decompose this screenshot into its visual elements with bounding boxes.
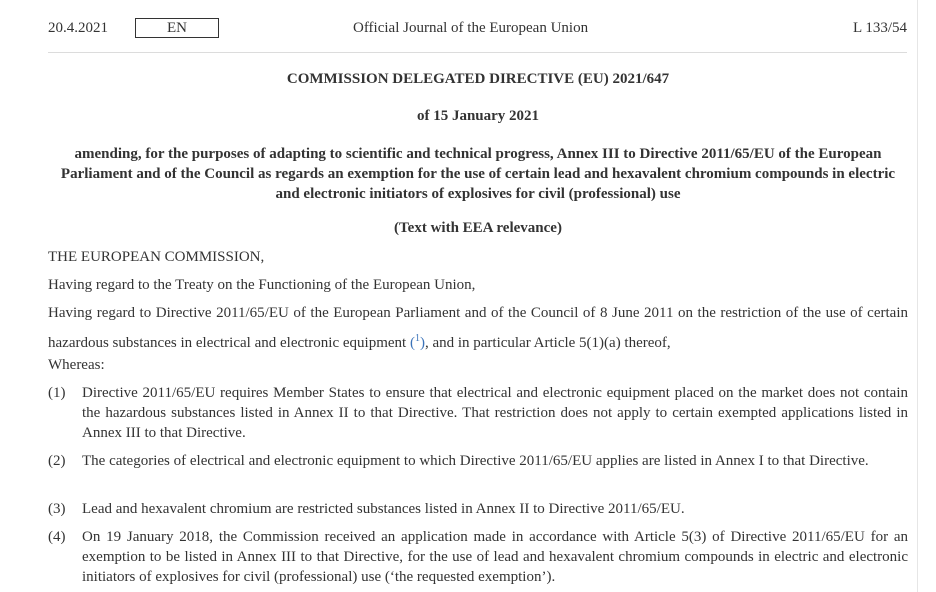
directive-subject: amending, for the purposes of adapting to scientific and technical progress, Annex III to Directive 2011/65/EU of the European Parliament and of the Council as regards an exemption for the use of certain lead and hexavalent chromium compounds in electric and electronic initiators of explosives for civil (professional) use [60,146,896,202]
page-reference: L 133/54 [852,20,907,36]
recital-number: (1) [48,385,66,401]
recital-text: The categories of electrical and electronic equipment to which Directive 2011/65/EU applies are listed in Annex I to that Directive. [82,453,869,469]
journal-header [48,20,907,53]
directive-title: COMMISSION DELEGATED DIRECTIVE (EU) 2021/647 [286,71,670,87]
directive-date: of 15 January 2021 [416,108,540,124]
regard-treaty: Having regard to the Treaty on the Functioning of the European Union, [48,277,476,293]
eea-relevance: (Text with EEA relevance) [394,220,562,236]
recital-number: (3) [48,501,66,517]
recital-text: Lead and hexavalent chromium are restricted substances listed in Annex II to Directive 2011/65/EU. [82,501,685,517]
footnote-link[interactable]: ($^1$) [409,333,425,351]
regard-directive [48,301,908,356]
recital-text: Directive 2011/65/EU requires Member States to ensure that electrical and electronic equipment placed on the market does not contain the hazardous substances listed in Annex II to that Directive. That restriction does not apply to certain exempted applications listed in Annex III to that Directive. [82,385,908,441]
language-badge: EN [135,18,219,38]
publication-date: 20.4.2021 [48,20,108,36]
recital-text: On 19 January 2018, the Commission received an application made in accordance with Article 5(3) of Directive 2011/65/EU for an exemption to be listed in Annex III to that Directive, for the use of lead and hexavalent chromium compounds in electric and electronic initiators of explosives for civil (professional) use (‘the requested exemption’). [82,529,908,585]
commission-heading: THE EUROPEAN COMMISSION, [48,249,265,265]
recital-number: (4) [48,529,66,545]
recital-number: (2) [48,453,66,469]
journal-title: Official Journal of the European Union [353,20,589,36]
footnote-number: 1 [414,333,420,344]
regard-directive-tail: , and in particular Article 5(1)(a) thereof, [424,335,671,351]
whereas-heading: Whereas: [48,357,105,373]
regard-directive-text: Having regard to Directive 2011/65/EU of the European Parliament and of the Council of 8 June 2011 on the restriction of the use of certain hazardous substances in electrical and electronic equipment [48,305,908,351]
